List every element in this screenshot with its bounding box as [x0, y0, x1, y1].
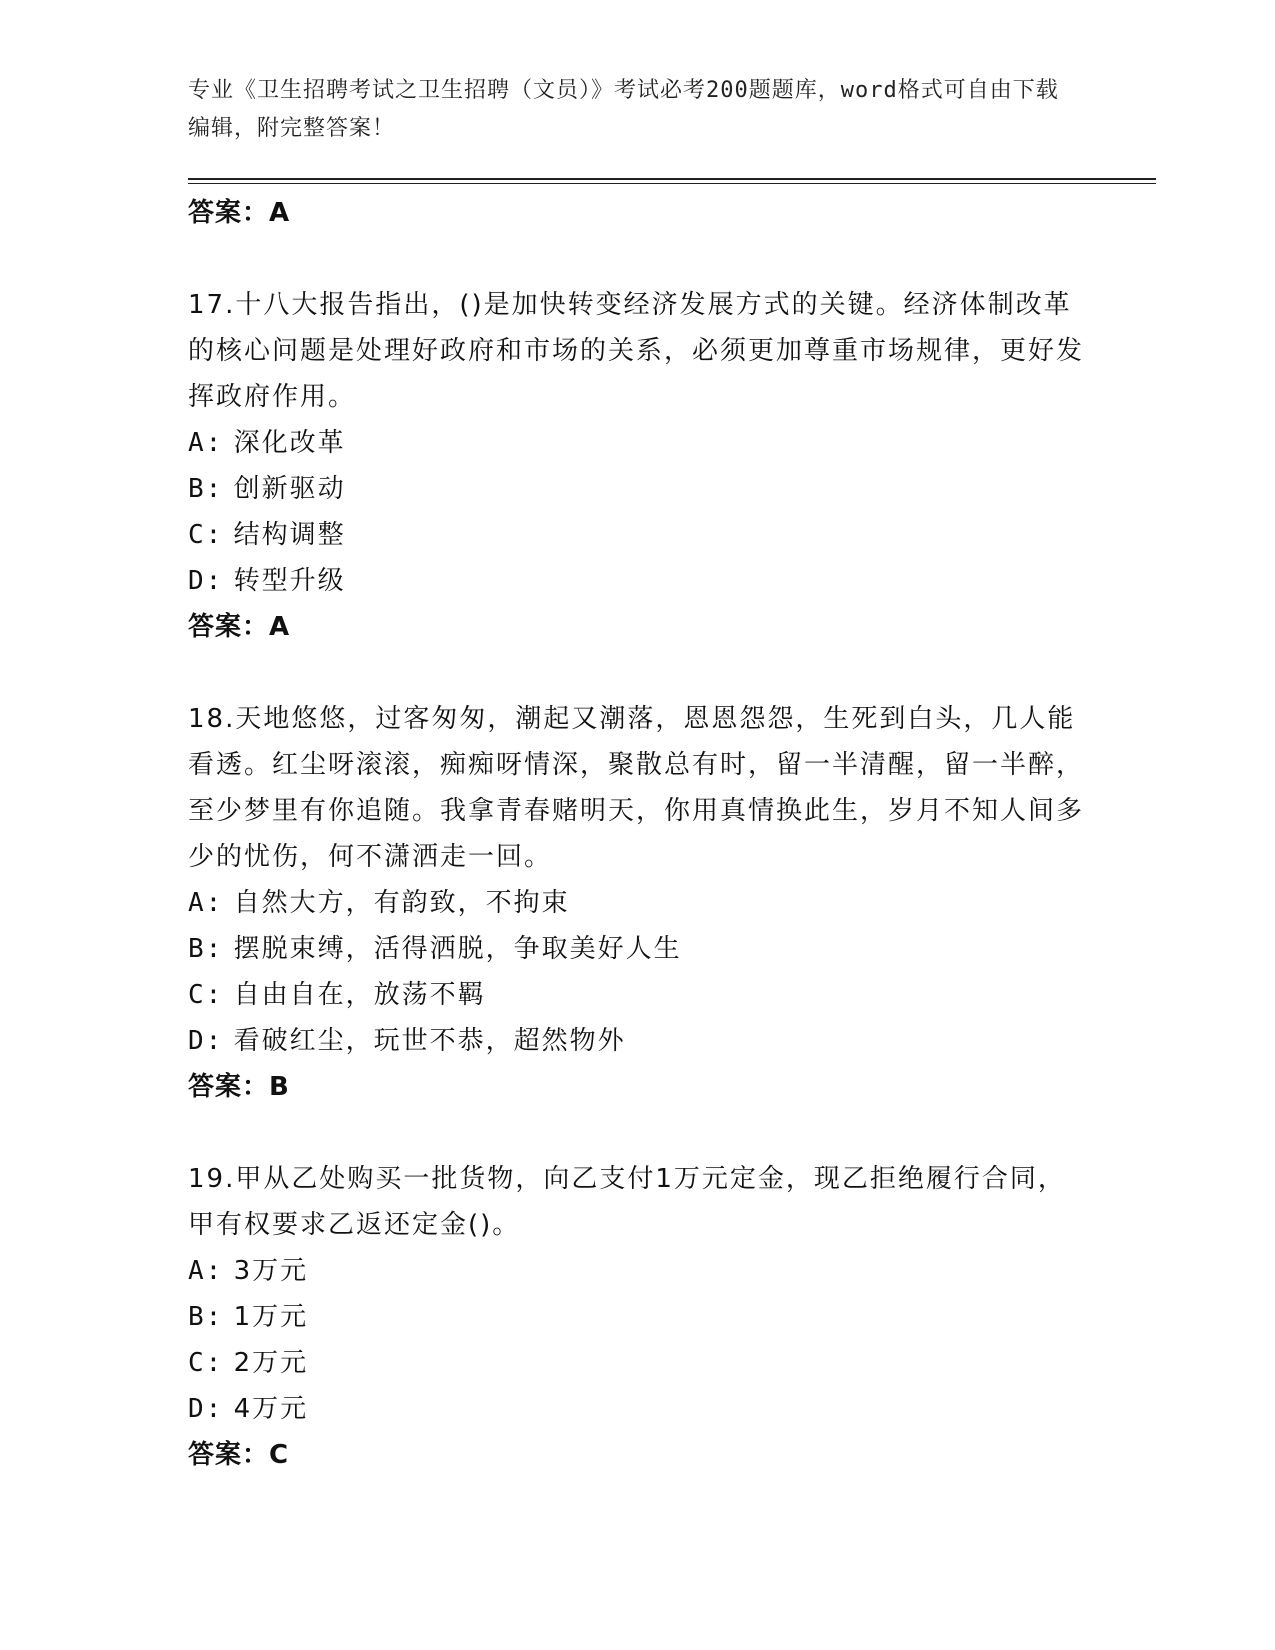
option-text: 结构调整 — [233, 520, 346, 550]
option-letter: D: — [188, 1394, 224, 1424]
option-text: 4万元 — [233, 1394, 309, 1424]
question-block — [188, 696, 1088, 1110]
question-text: 18.天地悠悠，过客匆匆，潮起又潮落，恩恩怨怨，生死到白头，几人能看透。红尘呀滚滚，痴痴呀情深，聚散总有时，留一半清醒，留一半醉，至少梦里有你追随。我拿青春赌明天，你用真情换此生，岁月不知人间多少的忧伤，何不潇洒走一回。 — [188, 704, 1085, 872]
option-letter: C: — [188, 520, 224, 550]
option-text: 深化改革 — [233, 428, 346, 458]
document-body — [188, 190, 1088, 1478]
spacer — [188, 1110, 1088, 1156]
option-text: 看破红尘，玩世不恭，超然物外 — [233, 1026, 626, 1056]
option-d — [188, 1018, 1088, 1064]
option-letter: C: — [188, 1348, 224, 1378]
option-letter: D: — [188, 1026, 224, 1056]
option-text: 3万元 — [233, 1256, 309, 1286]
answer-label: 答案：C — [188, 1440, 290, 1470]
option-text: 转型升级 — [233, 566, 346, 596]
option-letter: B: — [188, 1302, 224, 1332]
option-text: 2万元 — [233, 1348, 309, 1378]
option-b — [188, 926, 1088, 972]
question-block — [188, 1156, 1088, 1478]
question-text: 19.甲从乙处购买一批货物，向乙支付1万元定金，现乙拒绝履行合同，甲有权要求乙返还定金()。 — [188, 1164, 1066, 1240]
option-a — [188, 1248, 1088, 1294]
spacer — [188, 236, 1088, 282]
option-letter: A: — [188, 888, 224, 918]
option-letter: D: — [188, 566, 224, 596]
option-d — [188, 558, 1088, 604]
question-block — [188, 282, 1088, 650]
option-letter: B: — [188, 474, 224, 504]
option-b — [188, 466, 1088, 512]
answer-label: 答案：A — [188, 612, 291, 642]
option-c — [188, 512, 1088, 558]
option-c — [188, 1340, 1088, 1386]
header-divider — [188, 178, 1156, 180]
header-divider-thin — [188, 183, 1156, 184]
question-text: 17.十八大报告指出，()是加快转变经济发展方式的关键。经济体制改革的核心问题是处理好政府和市场的关系，必须更加尊重市场规律，更好发挥政府作用。 — [188, 290, 1085, 412]
option-d — [188, 1386, 1088, 1432]
option-b — [188, 1294, 1088, 1340]
answer-label: 答案：A — [188, 198, 291, 228]
option-text: 摆脱束缚，活得洒脱，争取美好人生 — [233, 934, 682, 964]
option-letter: B: — [188, 934, 224, 964]
option-c — [188, 972, 1088, 1018]
answer-label: 答案：B — [188, 1072, 290, 1102]
option-text: 创新驱动 — [233, 474, 346, 504]
spacer — [188, 650, 1088, 696]
option-text: 自由自在，放荡不羁 — [233, 980, 486, 1010]
option-letter: A: — [188, 1256, 224, 1286]
option-letter: A: — [188, 428, 224, 458]
option-letter: C: — [188, 980, 224, 1010]
option-a — [188, 420, 1088, 466]
document-header: 专业《卫生招聘考试之卫生招聘（文员）》考试必考200题题库，word格式可自由下载编辑，附完整答案！ — [188, 78, 1059, 141]
option-text: 自然大方，有韵致，不拘束 — [233, 888, 570, 918]
option-text: 1万元 — [233, 1302, 309, 1332]
option-a — [188, 880, 1088, 926]
